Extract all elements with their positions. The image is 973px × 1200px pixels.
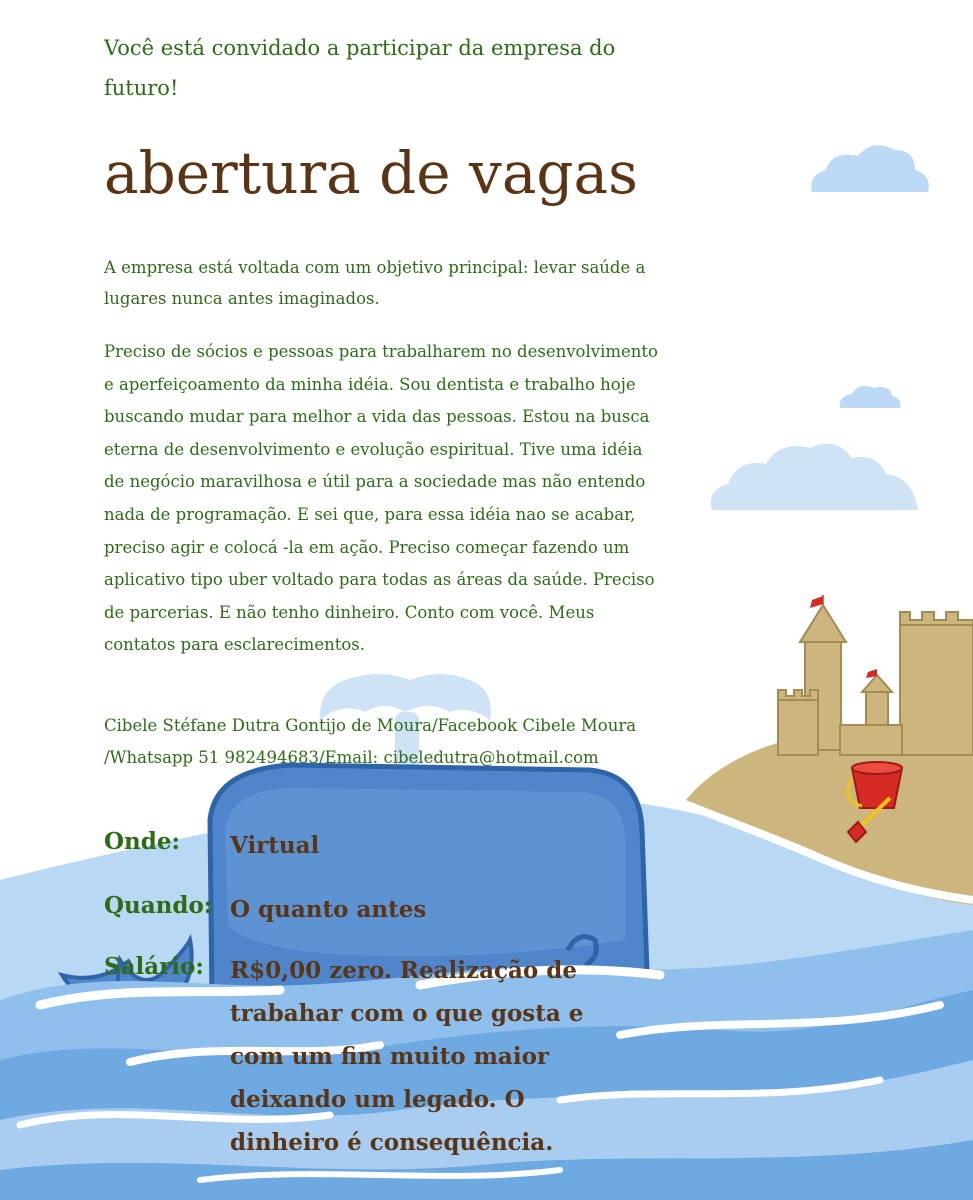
where-label: Onde: xyxy=(104,828,180,855)
salary-label: Salário: xyxy=(104,953,204,980)
paragraph-objective: A empresa está voltada com um objetivo principal: levar saúde a lugares nunca antes imaginados. xyxy=(104,258,646,308)
when-label: Quando: xyxy=(104,892,213,919)
page-title: abertura de vagas xyxy=(104,139,638,207)
paragraph-description: Preciso de sócios e pessoas para trabalharem no desenvolvimento e aperfeiçoamento da minha idéia. Sou dentista e trabalho hoje buscando mudar para melhor a vida das pessoas. Estou na busca eterna de desenvolvimento e evolução espiritual. Tive uma idéia de negócio maravilhosa e útil para a sociedade mas não entendo nada de programação. E sei que, para essa idéia nao se acabar, preciso agir e colocá -la em ação. Preciso começar fazendo um aplicativo tipo uber voltado para todas as áreas da saúde. Preciso de parcerias. E não tenho dinheiro. Conto com você. Meus contatos para esclarecimentos. xyxy=(104,342,658,655)
cloud-icon xyxy=(840,386,901,408)
invitation-text: Você está convidado a participar da empresa do futuro! xyxy=(104,36,616,100)
when-value: O quanto antes xyxy=(230,896,427,923)
contact-info: Cibele Stéfane Dutra Gontijo de Moura/Facebook Cibele Moura /Whatsapp 51 982494683/Email: cibeledutra@hotmail.com xyxy=(104,716,637,767)
flag-icon xyxy=(810,596,823,608)
cloud-icon xyxy=(711,444,918,510)
cloud-icon xyxy=(811,145,928,192)
salary-value: R$0,00 zero. Realização de trabahar com o que gosta e com um fim muito maior deixando um legado. O dinheiro é consequência. xyxy=(230,957,584,1156)
where-value: Virtual xyxy=(230,832,320,859)
